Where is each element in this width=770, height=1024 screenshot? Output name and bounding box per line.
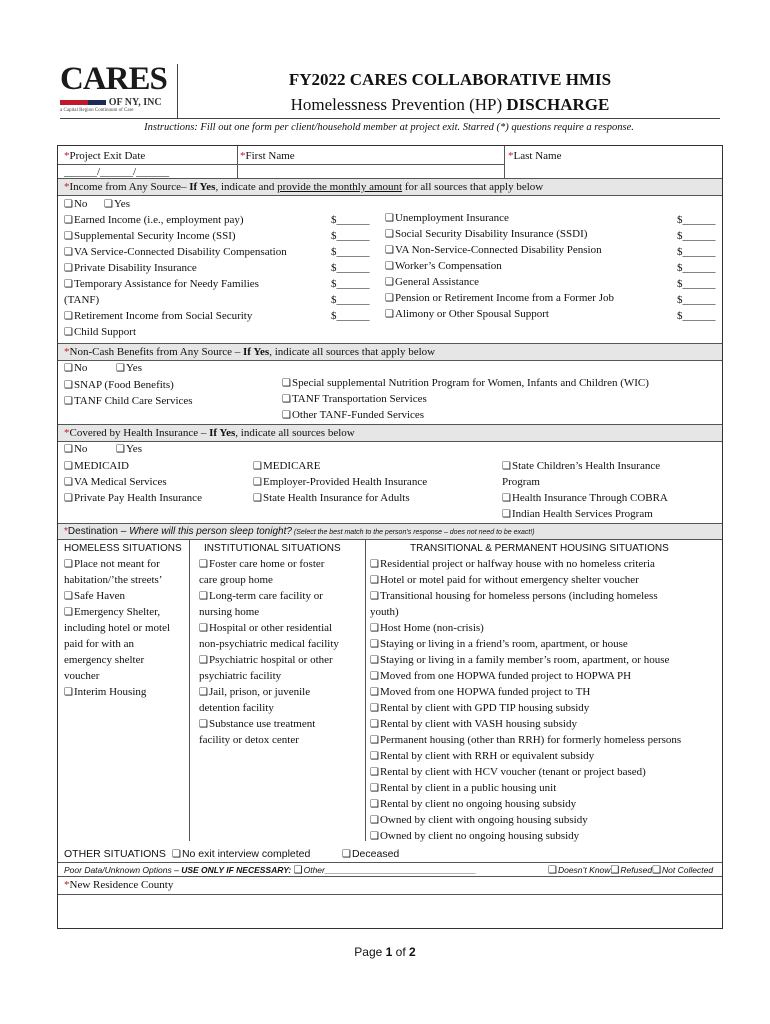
poor-data-b: USE ONLY IF NECESSARY: — [181, 865, 292, 875]
dest-item[interactable] — [199, 686, 310, 699]
health-item[interactable] — [253, 476, 427, 489]
health-item[interactable] — [253, 460, 320, 473]
health-item[interactable] — [64, 460, 129, 473]
other-option-label: Other________________________________ — [303, 865, 477, 875]
subtitle-text: Homelessness Prevention (HP) — [290, 95, 507, 114]
checkbox-icon: ❑ — [385, 229, 394, 240]
county-text: New Residence County — [69, 879, 174, 891]
checkbox-icon: ❑ — [253, 477, 262, 488]
income-item[interactable] — [385, 212, 509, 225]
cares-logo — [60, 61, 175, 116]
dest-item[interactable] — [370, 574, 639, 587]
dest-item-label: Hospital or other residential — [208, 622, 333, 634]
dk-option[interactable] — [548, 865, 610, 875]
health-item-label: Indian Health Services Program — [511, 508, 653, 520]
dest-item[interactable] — [370, 814, 588, 827]
dest-item[interactable] — [370, 686, 590, 699]
health-header: *Covered by Health Insurance – If Yes, indicate all sources below — [64, 427, 355, 439]
footer-d: 2 — [409, 945, 416, 959]
refused-label: Refused — [620, 865, 653, 875]
poor-data-a: Poor Data/Unknown Options – — [64, 865, 182, 875]
income-item[interactable] — [64, 278, 259, 291]
income-item-label: Alimony or Other Spousal Support — [394, 308, 549, 320]
discharge-form — [57, 145, 723, 929]
income-item[interactable] — [64, 326, 136, 339]
dest-item[interactable] — [370, 558, 655, 571]
amount-field[interactable]: $______ — [677, 230, 716, 242]
form-title: FY2022 CARES COLLABORATIVE HMIS — [288, 70, 612, 89]
dest-item-cont: detention facility — [199, 702, 274, 714]
dest-item-cont: habitation/’the streets’ — [64, 574, 163, 586]
checkbox-icon: ❑ — [64, 461, 73, 472]
checkbox-icon: ❑ — [502, 461, 511, 472]
checkbox-icon: ❑ — [172, 849, 181, 860]
amount-field[interactable]: $______ — [331, 294, 370, 306]
amount-field[interactable]: $______ — [677, 278, 716, 290]
income-item[interactable] — [385, 260, 502, 273]
dest-item-label: Rental by client with VASH housing subsidy — [379, 718, 577, 730]
amount-field[interactable]: $______ — [331, 230, 370, 242]
checkbox-icon: ❑ — [282, 410, 291, 421]
dest-item-label: Moved from one HOPWA funded project to TH — [379, 686, 591, 698]
amount-field[interactable]: $______ — [331, 278, 370, 290]
amount-field[interactable]: $______ — [331, 310, 370, 322]
income-item[interactable] — [385, 228, 587, 241]
income-item-label: Private Disability Insurance — [73, 262, 197, 274]
health-header-b: If Yes — [209, 427, 236, 439]
income-item-label: Worker’s Compensation — [394, 260, 502, 272]
health-item-label: MEDICARE — [262, 460, 321, 472]
dest-item-label: Staying or living in a family member’s room, apartment, or house — [379, 654, 670, 666]
logo-bar-red — [60, 100, 88, 105]
dest-item-label: Rental by client with RRH or equivalent subsidy — [379, 750, 595, 762]
checkbox-icon: ❑ — [64, 279, 73, 290]
income-item-label: Supplemental Security Income (SSI) — [73, 230, 236, 242]
checkbox-icon: ❑ — [502, 509, 511, 520]
checkbox-icon: ❑ — [385, 245, 394, 256]
health-item[interactable] — [253, 492, 410, 505]
checkbox-icon: ❑ — [370, 639, 379, 650]
dest-item[interactable] — [199, 654, 333, 667]
checkbox-icon: ❑ — [652, 865, 662, 876]
other-option[interactable] — [294, 865, 477, 875]
health-no-label: No — [73, 443, 88, 455]
checkbox-icon: ❑ — [253, 461, 262, 472]
row-line — [58, 164, 504, 165]
income-item[interactable] — [64, 230, 236, 243]
dest-item[interactable] — [370, 654, 669, 667]
first-name-field[interactable]: *First Name — [240, 150, 295, 162]
col-divider — [365, 539, 366, 841]
checkbox-icon: ❑ — [64, 444, 73, 455]
dest-item[interactable] — [64, 606, 160, 619]
checkbox-icon: ❑ — [64, 493, 73, 504]
dest-item-cont: facility or detox center — [199, 734, 299, 746]
header-divider — [177, 64, 178, 119]
dest-item-label: Deceased — [351, 848, 400, 860]
dest-item-cont: voucher — [64, 670, 100, 682]
dest-item-label: Staying or living in a friend’s room, apartment, or house — [379, 638, 628, 650]
checkbox-icon: ❑ — [64, 559, 73, 570]
checkbox-icon: ❑ — [64, 687, 73, 698]
income-item-label: Temporary Assistance for Needy Families — [73, 278, 259, 290]
checkbox-icon: ❑ — [282, 378, 291, 389]
dest-item-label: Permanent housing (other than RRH) for formerly homeless persons — [379, 734, 682, 746]
dest-item-label: Place not meant for — [73, 558, 160, 570]
row-line — [58, 876, 722, 877]
checkbox-icon: ❑ — [199, 591, 208, 602]
income-item-label: Child Support — [73, 326, 137, 338]
dest-item[interactable] — [370, 590, 658, 603]
health-item-label: Employer-Provided Health Insurance — [262, 476, 428, 488]
exit-date-text: Project Exit Date — [69, 150, 146, 162]
dest-item[interactable] — [370, 734, 681, 747]
checkbox-icon: ❑ — [64, 607, 73, 618]
income-no-label: No — [73, 198, 88, 210]
destination-header-c: (Select the best match to the person’s response – does not need to be exact!) — [291, 529, 535, 536]
dest-item-cont: psychiatric facility — [199, 670, 282, 682]
checkbox-icon: ❑ — [385, 213, 394, 224]
destination-header: *Destination – Where will this person sleep tonight? (Select the best match to the person’s response – does not need to be exact!) — [64, 526, 535, 537]
checkbox-icon: ❑ — [64, 380, 73, 391]
other-situations — [64, 848, 172, 861]
noncash-no-label: No — [73, 362, 88, 374]
checkbox-icon: ❑ — [385, 261, 394, 272]
dest-item-label: Interim Housing — [73, 686, 147, 698]
dest-item-label: Emergency Shelter, — [73, 606, 161, 618]
dest-item[interactable] — [370, 798, 576, 811]
health-item[interactable] — [64, 492, 202, 505]
amount-field[interactable]: $______ — [331, 246, 370, 258]
checkbox-icon: ❑ — [385, 309, 394, 320]
health-item[interactable] — [64, 476, 167, 489]
footer-a: Page — [354, 945, 386, 959]
dest-item[interactable] — [370, 702, 589, 715]
income-header-d: provide the monthly amount — [277, 181, 403, 193]
noncash-header-a: Non-Cash Benefits from Any Source – — [69, 346, 244, 358]
noncash-item[interactable] — [64, 379, 174, 392]
dest-item[interactable] — [370, 782, 556, 795]
dest-item[interactable] — [199, 590, 323, 603]
checkbox-icon: ❑ — [64, 247, 73, 258]
homeless-title: HOMELESS SITUATIONS — [64, 543, 182, 554]
income-item-label: Pension or Retirement Income from a Former Job — [394, 292, 615, 304]
health-item[interactable] — [502, 508, 653, 521]
dest-item-label: Jail, prison, or juvenile — [208, 686, 311, 698]
checkbox-icon: ❑ — [370, 783, 379, 794]
income-header: *Income from Any Source– If Yes, indicate and provide the monthly amount for all sources that apply below — [64, 181, 544, 193]
checkbox-icon: ❑ — [116, 363, 125, 374]
dest-item[interactable] — [64, 558, 160, 571]
checkbox-icon: ❑ — [385, 277, 394, 288]
dest-item-label: Moved from one HOPWA funded project to HOPWA PH — [379, 670, 632, 682]
noncash-header-b: If Yes — [243, 346, 270, 358]
dest-item-label: Owned by client no ongoing housing subsidy — [379, 830, 580, 842]
noncash-item-label: TANF Child Care Services — [73, 395, 193, 407]
logo-tagline: a Capital Region Continuum of Care — [60, 108, 134, 113]
county-field[interactable] — [58, 895, 722, 927]
col-divider — [189, 539, 190, 841]
dk-label: Doesn’t Know — [557, 865, 611, 875]
checkbox-icon: ❑ — [370, 831, 379, 842]
income-item[interactable] — [64, 310, 252, 323]
dest-item-label: Long-term care facility or — [208, 590, 323, 602]
checkbox-icon: ❑ — [370, 799, 379, 810]
health-item[interactable] — [502, 492, 668, 505]
row-line — [58, 195, 722, 196]
checkbox-icon: ❑ — [282, 394, 291, 405]
checkbox-icon: ❑ — [64, 199, 73, 210]
dest-item-cont: paid for with an — [64, 638, 134, 650]
dest-item-label: Rental by client with GPD TIP housing subsidy — [379, 702, 590, 714]
noncash-item-label: Special supplemental Nutrition Program for Women, Infants and Children (WIC) — [291, 377, 649, 389]
destination-header-b: Where will this person sleep tonight? — [129, 526, 292, 537]
checkbox-icon: ❑ — [370, 815, 379, 826]
last-name-label: Last Name — [513, 150, 562, 162]
income-item[interactable] — [64, 246, 287, 259]
checkbox-icon: ❑ — [199, 623, 208, 634]
checkbox-icon: ❑ — [64, 327, 73, 338]
dest-item-label: Rental by client in a public housing unit — [379, 782, 557, 794]
health-yes[interactable] — [116, 443, 142, 456]
footer-c: of — [392, 945, 410, 959]
income-item[interactable] — [385, 276, 479, 289]
dest-item[interactable] — [199, 622, 332, 635]
health-header-c: , indicate all sources below — [235, 427, 355, 439]
inst-title: INSTITUTIONAL SITUATIONS — [204, 543, 341, 554]
dest-item-cont: nursing home — [199, 606, 260, 618]
last-name-field[interactable]: *Last Name — [508, 150, 562, 162]
amount-field[interactable]: $______ — [677, 246, 716, 258]
checkbox-icon: ❑ — [64, 477, 73, 488]
col-divider — [237, 146, 238, 178]
dest-item-label: Rental by client with HCV voucher (tenant or project based) — [379, 766, 646, 778]
noncash-item[interactable] — [282, 393, 427, 406]
dest-item-label: Substance use treatment — [208, 718, 316, 730]
health-item-label: State Health Insurance for Adults — [262, 492, 410, 504]
income-item-label: Retirement Income from Social Security — [73, 310, 253, 322]
noncash-header-c: , indicate all sources that apply below — [269, 346, 436, 358]
checkbox-icon: ❑ — [370, 719, 379, 730]
footer-b: 1 — [385, 945, 393, 959]
dest-item-label: Foster care home or foster — [208, 558, 325, 570]
checkbox-icon: ❑ — [64, 263, 73, 274]
trans-title: TRANSITIONAL & PERMANENT HOUSING SITUATIONS — [410, 543, 669, 554]
nc-option[interactable] — [652, 865, 713, 875]
dest-item[interactable] — [370, 766, 646, 779]
checkbox-icon: ❑ — [64, 591, 73, 602]
income-item[interactable] — [64, 262, 197, 275]
health-item-label: Health Insurance Through COBRA — [511, 492, 668, 504]
dest-item-cont: care group home — [199, 574, 273, 586]
income-item-label: VA Non-Service-Connected Disability Pension — [394, 244, 602, 256]
other-title: OTHER SITUATIONS — [64, 848, 166, 860]
checkbox-icon: ❑ — [502, 493, 511, 504]
dest-item[interactable] — [370, 622, 484, 635]
dest-item[interactable] — [342, 848, 399, 861]
income-header-c: , indicate and — [215, 181, 278, 193]
dest-item-label: Host Home (non-crisis) — [379, 622, 484, 634]
row-line — [58, 862, 722, 863]
income-item[interactable] — [385, 244, 602, 257]
income-item-label: VA Service-Connected Disability Compensation — [73, 246, 287, 258]
income-item-label: Earned Income (i.e., employment pay) — [73, 214, 244, 226]
checkbox-icon: ❑ — [104, 199, 113, 210]
dest-item[interactable] — [199, 718, 315, 731]
checkbox-icon: ❑ — [64, 363, 73, 374]
income-item-label: Social Security Disability Insurance (SSDI) — [394, 228, 588, 240]
checkbox-icon: ❑ — [370, 623, 379, 634]
income-header-b: If Yes — [189, 181, 216, 193]
checkbox-icon: ❑ — [199, 655, 208, 666]
health-item-label: VA Medical Services — [73, 476, 167, 488]
checkbox-icon: ❑ — [342, 849, 351, 860]
checkbox-icon: ❑ — [370, 687, 379, 698]
row-line — [58, 441, 722, 442]
county-label: *New Residence County — [64, 879, 174, 891]
noncash-yes-label: Yes — [125, 362, 142, 374]
checkbox-icon: ❑ — [64, 215, 73, 226]
dest-item[interactable] — [64, 590, 125, 603]
income-item-label: Unemployment Insurance — [394, 212, 509, 224]
checkbox-icon: ❑ — [253, 493, 262, 504]
noncash-yes[interactable] — [116, 362, 142, 375]
dest-item[interactable] — [370, 638, 628, 651]
instructions: Instructions: Fill out one form per client/household member at project exit. Starred (*) questions require a response. — [144, 122, 634, 133]
health-header-a: Covered by Health Insurance – — [69, 427, 210, 439]
nc-label: Not Collected — [662, 865, 714, 875]
checkbox-icon: ❑ — [116, 444, 125, 455]
exit-date-label: *Project Exit Date — [64, 150, 146, 162]
dest-item-label: Residential project or halfway house with no homeless criteria — [379, 558, 655, 570]
row-line — [58, 360, 722, 361]
noncash-header: *Non-Cash Benefits from Any Source – If Yes, indicate all sources that apply below — [64, 346, 436, 358]
checkbox-icon: ❑ — [548, 865, 557, 876]
health-no[interactable] — [64, 443, 87, 456]
checkbox-icon: ❑ — [370, 767, 379, 778]
income-header-a: Income from Any Source– — [69, 181, 190, 193]
logo-name: CARES — [60, 61, 167, 97]
dest-item[interactable] — [370, 830, 579, 843]
dest-item[interactable] — [370, 670, 631, 683]
health-item-cont: Program — [502, 476, 540, 488]
subtitle-bold: DISCHARGE — [506, 95, 610, 114]
noncash-item-label: Other TANF-Funded Services — [291, 409, 425, 421]
income-yes-label: Yes — [113, 198, 130, 210]
amount-field[interactable]: $______ — [331, 262, 370, 274]
checkbox-icon: ❑ — [370, 559, 379, 570]
income-item-label: General Assistance — [394, 276, 479, 288]
income-header-e: for all sources that apply below — [402, 181, 544, 193]
income-item-cont: (TANF) — [64, 294, 100, 306]
dest-item-label: Psychiatric hospital or other — [208, 654, 333, 666]
health-item-label: Private Pay Health Insurance — [73, 492, 202, 504]
amount-field[interactable]: $______ — [677, 310, 716, 322]
dest-item-cont: non-psychiatric medical facility — [199, 638, 339, 650]
col-divider — [504, 146, 505, 178]
dest-item-label: Safe Haven — [73, 590, 125, 602]
checkbox-icon: ❑ — [64, 231, 73, 242]
checkbox-icon: ❑ — [370, 703, 379, 714]
dest-item[interactable] — [172, 848, 310, 861]
checkbox-icon: ❑ — [370, 591, 379, 602]
amount-field[interactable]: $______ — [331, 214, 370, 226]
checkbox-icon: ❑ — [199, 719, 208, 730]
checkbox-icon: ❑ — [610, 865, 620, 876]
noncash-item[interactable] — [64, 395, 193, 408]
checkbox-icon: ❑ — [293, 865, 303, 876]
header-rule — [60, 118, 720, 119]
dest-item[interactable] — [199, 558, 324, 571]
destination-header-a: Destination – — [67, 526, 130, 537]
dest-item-cont: including hotel or motel — [64, 622, 171, 634]
dest-item[interactable] — [64, 686, 146, 699]
noncash-item-label: TANF Transportation Services — [291, 393, 427, 405]
dest-item-label: Hotel or motel paid for without emergency shelter voucher — [379, 574, 639, 586]
dest-item[interactable] — [370, 750, 594, 763]
refused-option[interactable] — [610, 865, 652, 875]
exit-date-field[interactable]: ______/______/______ — [64, 166, 170, 178]
checkbox-icon: ❑ — [370, 671, 379, 682]
income-no[interactable] — [64, 198, 87, 211]
income-item[interactable] — [385, 292, 614, 305]
checkbox-icon: ❑ — [385, 293, 394, 304]
noncash-no[interactable] — [64, 362, 87, 375]
health-item-label: State Children’s Health Insurance — [511, 460, 661, 472]
health-item[interactable] — [502, 460, 660, 473]
dest-item-label: Transitional housing for homeless persons (including homeless — [379, 590, 658, 602]
income-item[interactable] — [64, 214, 244, 227]
noncash-item[interactable] — [282, 377, 649, 390]
dest-item-label: Owned by client with ongoing housing subsidy — [379, 814, 588, 826]
noncash-item[interactable] — [282, 409, 424, 422]
logo-sub: OF NY, INC — [108, 97, 162, 108]
dest-item-label: Rental by client no ongoing housing subsidy — [379, 798, 577, 810]
noncash-item-label: SNAP (Food Benefits) — [73, 379, 174, 391]
row-line — [58, 539, 722, 540]
dest-item-cont: youth) — [370, 606, 399, 618]
income-item[interactable] — [385, 308, 549, 321]
checkbox-icon: ❑ — [370, 655, 379, 666]
checkbox-icon: ❑ — [370, 575, 379, 586]
checkbox-icon: ❑ — [64, 311, 73, 322]
dest-item[interactable] — [370, 718, 577, 731]
amount-field[interactable]: $______ — [677, 214, 716, 226]
amount-field[interactable]: $______ — [677, 294, 716, 306]
first-name-label: First Name — [245, 150, 295, 162]
amount-field[interactable]: $______ — [677, 262, 716, 274]
health-yes-label: Yes — [125, 443, 142, 455]
checkbox-icon: ❑ — [370, 735, 379, 746]
dest-item-cont: emergency shelter — [64, 654, 145, 666]
income-yes[interactable] — [104, 198, 130, 211]
checkbox-icon: ❑ — [370, 751, 379, 762]
checkbox-icon: ❑ — [64, 396, 73, 407]
dest-item-label: No exit interview completed — [181, 848, 311, 860]
checkbox-icon: ❑ — [199, 687, 208, 698]
page-footer — [0, 945, 770, 959]
logo-bar-blue — [88, 100, 106, 105]
checkbox-icon: ❑ — [199, 559, 208, 570]
form-subtitle — [180, 95, 720, 115]
health-item-label: MEDICAID — [73, 460, 129, 472]
